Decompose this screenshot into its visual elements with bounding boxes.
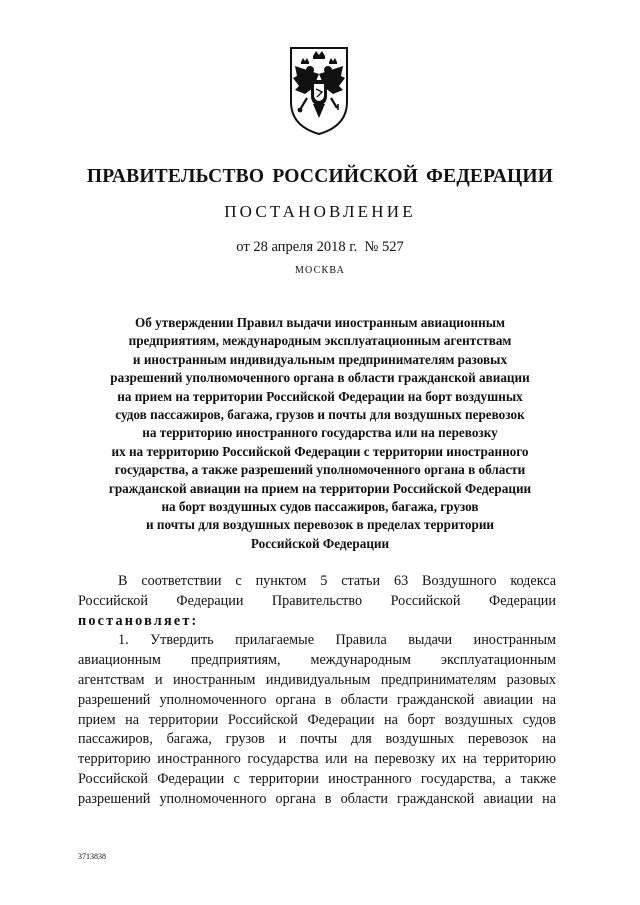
document-type: ПОСТАНОВЛЕНИЕ <box>224 202 416 221</box>
body-line: авиационным предприятиям, международным эксплуатационным <box>78 652 556 669</box>
heading-line: и иностранным индивидуальным предпринимателям разовых <box>132 351 508 367</box>
document-heading <box>64 314 576 553</box>
body-line: 1. Утвердить прилагаемые Правила выдачи иностранным <box>118 632 556 649</box>
heading-line: судов пассажиров, багажа, грузов и почты для воздушных перевозок <box>115 407 525 423</box>
body-line: прием на территории Российской Федерации на борт воздушных судов <box>78 711 556 728</box>
government-name: ПРАВИТЕЛЬСТВО РОССИЙСКОЙ ФЕДЕРАЦИИ <box>86 166 554 187</box>
heading-line: на территорию иностранного государства или на перевозку <box>142 425 498 441</box>
document-body <box>78 572 556 810</box>
heading-line: и почты для воздушных перевозок в пределах территории <box>145 517 495 533</box>
body-line: Российской Федерации Правительство Российской Федерации <box>78 592 556 609</box>
body-line: разрешений уполномоченного органа в области гражданской авиации на <box>78 790 556 807</box>
date-number-line <box>0 239 640 256</box>
heading-line: предприятиям, международным эксплуатационным агентствам <box>128 333 512 349</box>
body-line-decree: постановляет: <box>78 612 199 629</box>
heading-line: на борт воздушных судов пассажиров, багажа, грузов <box>161 499 479 515</box>
heading-line: разрешений уполномоченного органа в области гражданской авиации <box>110 370 530 386</box>
body-line: Российской Федерации с территории иностранного государства, а также <box>78 770 556 787</box>
document-city: МОСКВА <box>294 265 346 276</box>
body-line: В соответствии с пунктом 5 статьи 63 Воздушного кодекса <box>118 573 556 589</box>
document-number: № 527 <box>364 239 404 255</box>
heading-line: на прием на территории Российской Федерации на борт воздушных <box>117 388 523 404</box>
coat-of-arms-icon <box>277 42 361 138</box>
heading-line: Об утверждении Правил выдачи иностранным авиационным <box>135 315 505 330</box>
body-line: разрешений уполномоченного органа в области гражданской авиации на <box>78 691 556 708</box>
body-line: территорию иностранного государства или на перевозку их на территорию <box>78 751 556 768</box>
document-code: 3713838 <box>78 852 106 861</box>
body-line: агентствам и иностранным индивидуальным предпринимателям разовых <box>78 671 556 688</box>
heading-line: Российской Федерации <box>250 535 390 551</box>
heading-line: гражданской авиации на прием на территории Российской Федерации <box>108 480 532 496</box>
document-date: от 28 апреля 2018 г. <box>236 239 358 255</box>
body-line: пассажиров, багажа, грузов и почты для воздушных перевозок на <box>78 731 556 748</box>
heading-line: их на территорию Российской Федерации с территории иностранного <box>111 443 529 459</box>
heading-line: государства, а также разрешений уполномоченного органа в области <box>114 462 526 478</box>
